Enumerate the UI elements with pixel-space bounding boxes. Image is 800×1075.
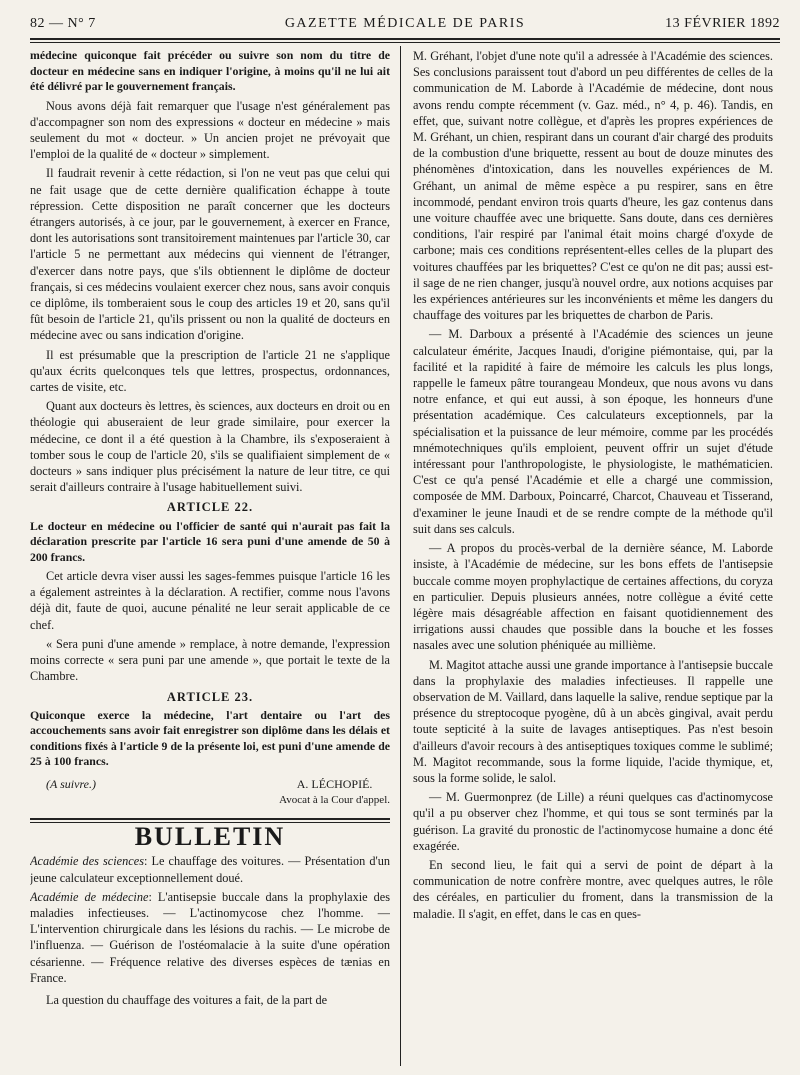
bulletin-title: BULLETIN (134, 822, 286, 852)
paragraph: Cet article devra viser aussi les sages-femmes puisque l'article 16 les a également astreintes à la déclaration. A rectifier, comme nous l'avons déjà dit, faute de quoi, aucune pénalité ne leur serait applicable de ce chef. (30, 569, 390, 632)
right-column (413, 48, 773, 1068)
article-23-heading: ARTICLE 23. (166, 689, 254, 704)
author-affiliation: Avocat à la Cour d'appel. (279, 793, 390, 806)
paragraph: La question du chauffage des voitures a fait, de la part de (46, 992, 328, 1007)
paragraph: En second lieu, le fait qui a servi de point de départ à la communication de notre confrère montre, avec quelques autres, le rôle des céréales, en particulier du froment, dans la transmission de la maladie. Il s'agit, en effet, dans le cas en ques- (413, 857, 773, 921)
column-divider (400, 46, 401, 1066)
signature-block (30, 776, 390, 808)
paragraph: — M. Guermonprez (de Lille) a réuni quelques cas d'actinomycose qu'il a pu observer chez l'homme, et qui tous se sont terminés par la guérison. La gravité du pronostic de l'actinomycose humaine a donc été exagérée. (413, 790, 773, 853)
bulletin-summary-medecine: Académie de médecine: L'antisepsie buccale dans la prophylaxie des maladies infectieuses. — L'actinomycose chez l'homme. — L'intervention chirurgicale dans les lésions du rachis. — Le microbe de l'influenza. — Guérison de l'ostéomalacie à la suite d'une opération césarienne. — Fréquence relative des diverses espèces de tænias en France. (30, 889, 390, 985)
paragraph: M. Magitot attache aussi une grande importance à l'antisepsie buccale dans la prophylaxie des maladies infectieuses. Il rappelle une observation de M. Vaillard, dans laquelle la salive, rendue septique par la présence du streptocoque pyogène, dû à un abcès gingival, avait perdu toute septicité à la suite de lavages antiseptiques. Pas n'est besoin d'ailleurs d'avoir recours à des antiseptiques toxiques comme le sublimé; M. Magitot recommande, sous la forme liquide, l'acide thymique, et, sous la forme solide, le salol. (413, 657, 773, 785)
bulletin-summary-sciences: Académie des sciences: Le chauffage des voitures. — Présentation d'un jeune calculateur exceptionnellement doué. (30, 854, 390, 885)
paragraph: Il faudrait revenir à cette rédaction, si l'on ne veut pas que celui qui ne fait usage que de cette dernière qualification échappe à toute répression. Cette disposition ne paraît concerner que les docteurs étrangers autorisés, à ce jour, par le gouvernement, à exercer en France, dont les autorisations sont transitoirement maintenues par l'article 30, car l'article 5 ne permettant aux médecins qui viennent de l'étranger, d'exercer dans notre pays, que s'ils obtiennent le diplôme de docteur français, si ces médecins voulaient exercer chez nous, sans avoir conquis ce diplôme, ils tomberaient sous le coup des articles 19 et 20, sans qu'il fût besoin de l'article 21, qu'ils prissent ou non la qualité de docteurs en médecine avec ou sans indication d'origine. (30, 166, 390, 343)
page-header (30, 14, 780, 36)
article-22-text: Le docteur en médecine ou l'officier de santé qui n'aurait pas fait la déclaration prescrite par l'article 16 sera puni d'une amende de 50 à 200 francs. (30, 518, 390, 564)
article-21-text-end: médecine quiconque fait précéder ou suivre son nom du titre de docteur en médecine sans en indiquer l'origine, à moins qu'il ne lui ait été délivré par le gouvernement français. (30, 48, 390, 93)
paragraph: Nous avons déjà fait remarquer que l'usage n'est généralement pas d'accompagner son nom des expressions « docteur en médecine » mais seulement du mot « docteur. » Un ancien projet ne prévoyait que l'emploi de la qualité de « docteur » simplement. (30, 98, 390, 162)
author-signature (279, 776, 390, 808)
paragraph: — M. Darboux a présenté à l'Académie des sciences un jeune calculateur émérite, Jacques Inaudi, d'origine piémontaise, qui, par la facilité et la rapidité à faire de mémoire les calculs les plus longs, rappelle le fameux pâtre tourangeau Mondeux, que nous avons vu dans notre enfance, et qui eut aussi, à son époque, les honneurs d'une présentation académique. Ces calculateurs exceptionnels, par la spécialisation et la puissance de leur mémoire, comme par les procédés mnémotechniques qu'ils emploient, peuvent offrir un sujet d'étude intéressant pour l'anthropologiste, le physiologiste, le mathématicien. C'est ce qu'a pensé l'Académie et elle a chargé une commission, composée de MM. Darboux, Poincarré, Charcot, Chauveau et Tisserand, d'examiner le jeune Inaudi et de se rendre compte de la méthode qu'il suit dans ses calculs. (413, 327, 773, 536)
paragraph: M. Gréhant, l'objet d'une note qu'il a adressée à l'Académie des sciences. Ses conclusions paraissent tout d'abord un peu différentes de celles de la communication de M. Laborde à l'Académie de médecine, dont nous avons rendu compte récemment (v. Gaz. méd., n° 4, p. 46). Tandis, en effet, que, suivant notre collègue, et d'après les propres expériences de M. Gréhant, un chien, respirant dans un courant d'air chargé des produits de la combustion d'une briquette, ressent au bout de douze minutes des phénomènes d'intoxication, dans les nouvelles expériences de M. Gréhant, un animal de même espèce a pu respirer, sans en être incommodé, pendant environ trois quarts d'heure, les gaz contenus dans une voiture chauffée avec une briquette. Sans doute, dans ces dernières conditions, l'air respiré par l'animal était moins chargé d'oxyde de carbone; mais ces conditions représentent-elles celles de la plupart des voitures chauffées par les briquettes? C'est ce qu'on ne dit pas; aussi est-il sage de ne rien changer, jusqu'à nouvel ordre, aux notions acquises par les expériences antérieures sur les inconvénients et même les dangers du chauffage des voitures par les briquettes de charbon de Paris. (413, 49, 773, 323)
left-column (30, 48, 390, 1068)
page-number: 82 — N° 7 (30, 16, 96, 31)
to-be-continued: (A suivre.) (46, 776, 96, 791)
article-22-heading: ARTICLE 22. (166, 500, 254, 515)
article-23-text: Quiconque exerce la médecine, l'art dentaire ou l'art des accouchements sans avoir fait enregistrer son diplôme dans les délais et conditions fixés à l'article 9 de la présente loi, est puni d'une amende de 25 à 100 francs. (30, 707, 390, 769)
paragraph: — A propos du procès-verbal de la dernière séance, M. Laborde insiste, à l'Académie de médecine, sur les bons effets de l'antisepsie buccale comme moyen prophylactique de certaines affections, du coryza en particulier. Depuis plusieurs années, notre collègue a évité cette légère mais désagréable affection en faisant quotidiennement des irrigations aussi chaudes que possible dans la bouche et les fosses nasales avec une solution phéniquée au millième. (413, 541, 773, 653)
header-rule (30, 38, 780, 43)
journal-title: GAZETTE MÉDICALE DE PARIS (284, 16, 526, 31)
author-name: A. LÉCHOPIÉ. (296, 776, 373, 791)
issue-date: 13 FÉVRIER 1892 (665, 16, 780, 31)
paragraph: Il est présumable que la prescription de l'article 21 ne s'applique qu'aux écrits quelconques tels que lettres, prospectus, ordonnances, cartes de visite, etc. (30, 347, 390, 394)
paragraph: « Sera puni d'une amende » remplace, à notre demande, l'expression moins correcte « sera puni par une amende », que portait le texte de la Chambre. (30, 636, 390, 684)
paragraph: Quant aux docteurs ès lettres, ès sciences, aux docteurs en droit ou en théologie qui abuseraient de leur grade similaire, pour exercer la médecine, ce dont il a été question à la Chambre, ils s'exposeraient à tomber sous le coup de l'article 20, s'ils se qualifiaient simplement de « docteurs » sans indiquer plus précisément la nature de leur titre, ce qui serait d'ailleurs contraire à l'usage habituellement suivi. (30, 399, 390, 495)
